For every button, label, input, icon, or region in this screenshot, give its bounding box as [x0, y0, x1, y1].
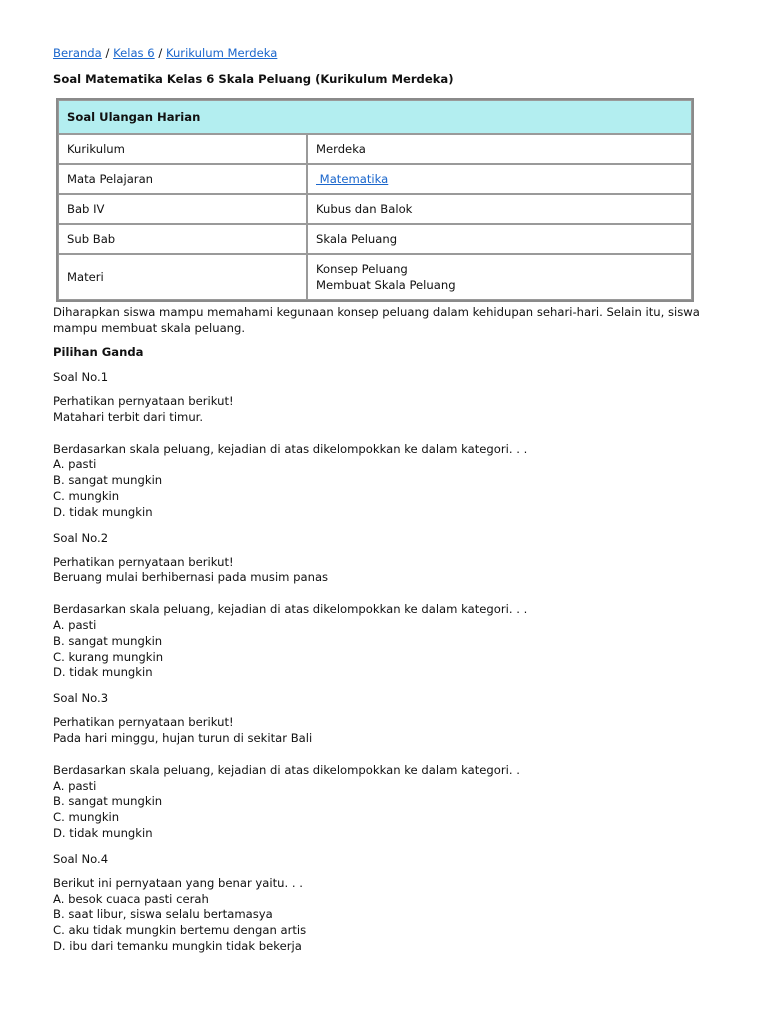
info-value-materi: [307, 254, 692, 300]
option-d: D. tidak mungkin: [53, 825, 153, 840]
mata-pelajaran-link[interactable]: Matematika: [316, 172, 389, 186]
question-text: Berdasarkan skala peluang, kejadian di atas dikelompokkan ke dalam kategori. . .: [53, 602, 528, 617]
option-b: B. sangat mungkin: [53, 633, 163, 648]
option-a: A. pasti: [53, 617, 97, 632]
info-label-kurikulum: Kurikulum: [58, 134, 307, 164]
page-title: Soal Matematika Kelas 6 Skala Peluang (Kurikulum Merdeka): [53, 72, 454, 86]
question-block: [53, 555, 713, 682]
info-label-materi: Materi: [58, 254, 307, 300]
statement-line: Perhatikan pernyataan berikut!: [53, 715, 234, 730]
option-c: C. aku tidak mungkin bertemu dengan artis: [53, 923, 307, 938]
option-d: D. ibu dari temanku mungkin tidak bekerja: [53, 938, 302, 953]
materi-line: Konsep Peluang: [316, 262, 408, 276]
statement-line: Pada hari minggu, hujan turun di sekitar Bali: [53, 730, 313, 745]
breadcrumb-separator: /: [158, 46, 163, 60]
option-a: A. pasti: [53, 778, 97, 793]
info-label-bab: Bab IV: [58, 194, 307, 224]
breadcrumb-separator: /: [105, 46, 110, 60]
question-block: [53, 715, 713, 842]
question-label: Soal No.3: [53, 691, 109, 706]
question-block: [53, 394, 713, 521]
table-row: [58, 134, 692, 164]
breadcrumb-link-kurikulum-merdeka[interactable]: Kurikulum Merdeka: [165, 46, 278, 60]
option-c: C. kurang mungkin: [53, 649, 164, 664]
breadcrumb-link-kelas-6[interactable]: Kelas 6: [113, 46, 155, 60]
section-title: Pilihan Ganda: [53, 345, 144, 359]
breadcrumb-link-beranda[interactable]: Beranda: [53, 46, 102, 60]
info-table: [56, 98, 694, 302]
question-text: Berikut ini pernyataan yang benar yaitu. . .: [53, 875, 303, 890]
option-a: A. pasti: [53, 457, 97, 472]
question-label: Soal No.2: [53, 530, 109, 545]
option-c: C. mungkin: [53, 810, 120, 825]
option-c: C. mungkin: [53, 488, 120, 503]
statement-line: Perhatikan pernyataan berikut!: [53, 554, 234, 569]
question-label: Soal No.4: [53, 851, 109, 866]
info-table-header: Soal Ulangan Harian: [58, 100, 692, 134]
statement-line: Matahari terbit dari timur.: [53, 409, 204, 424]
table-row: [58, 224, 692, 254]
option-d: D. tidak mungkin: [53, 504, 153, 519]
info-label-mata-pelajaran: Mata Pelajaran: [58, 164, 307, 194]
info-value-bab: Kubus dan Balok: [307, 194, 692, 224]
question-label: Soal No.1: [53, 370, 109, 384]
table-row: [58, 194, 692, 224]
breadcrumb: [53, 45, 713, 61]
option-d: D. tidak mungkin: [53, 665, 153, 680]
table-row: [58, 164, 692, 194]
question-block: [53, 876, 713, 955]
option-a: A. besok cuaca pasti cerah: [53, 891, 209, 906]
statement-line: Perhatikan pernyataan berikut!: [53, 394, 234, 408]
info-value-mata-pelajaran: [307, 164, 692, 194]
page-content: [53, 45, 713, 955]
statement-line: Beruang mulai berhibernasi pada musim panas: [53, 570, 329, 585]
option-b: B. sangat mungkin: [53, 794, 163, 809]
info-label-sub-bab: Sub Bab: [58, 224, 307, 254]
question-text: Berdasarkan skala peluang, kejadian di atas dikelompokkan ke dalam kategori. .: [53, 762, 520, 777]
info-value-kurikulum: Merdeka: [307, 134, 692, 164]
option-b: B. sangat mungkin: [53, 473, 163, 488]
materi-line: Membuat Skala Peluang: [316, 278, 456, 292]
info-value-sub-bab: Skala Peluang: [307, 224, 692, 254]
question-text: Berdasarkan skala peluang, kejadian di atas dikelompokkan ke dalam kategori. . .: [53, 441, 528, 456]
option-b: B. saat libur, siswa selalu bertamasya: [53, 907, 273, 922]
intro-text: Diharapkan siswa mampu memahami kegunaan konsep peluang dalam kehidupan sehari-hari. Selain itu, siswa mampu membuat skala peluang.: [53, 305, 700, 335]
table-row: [58, 254, 692, 300]
